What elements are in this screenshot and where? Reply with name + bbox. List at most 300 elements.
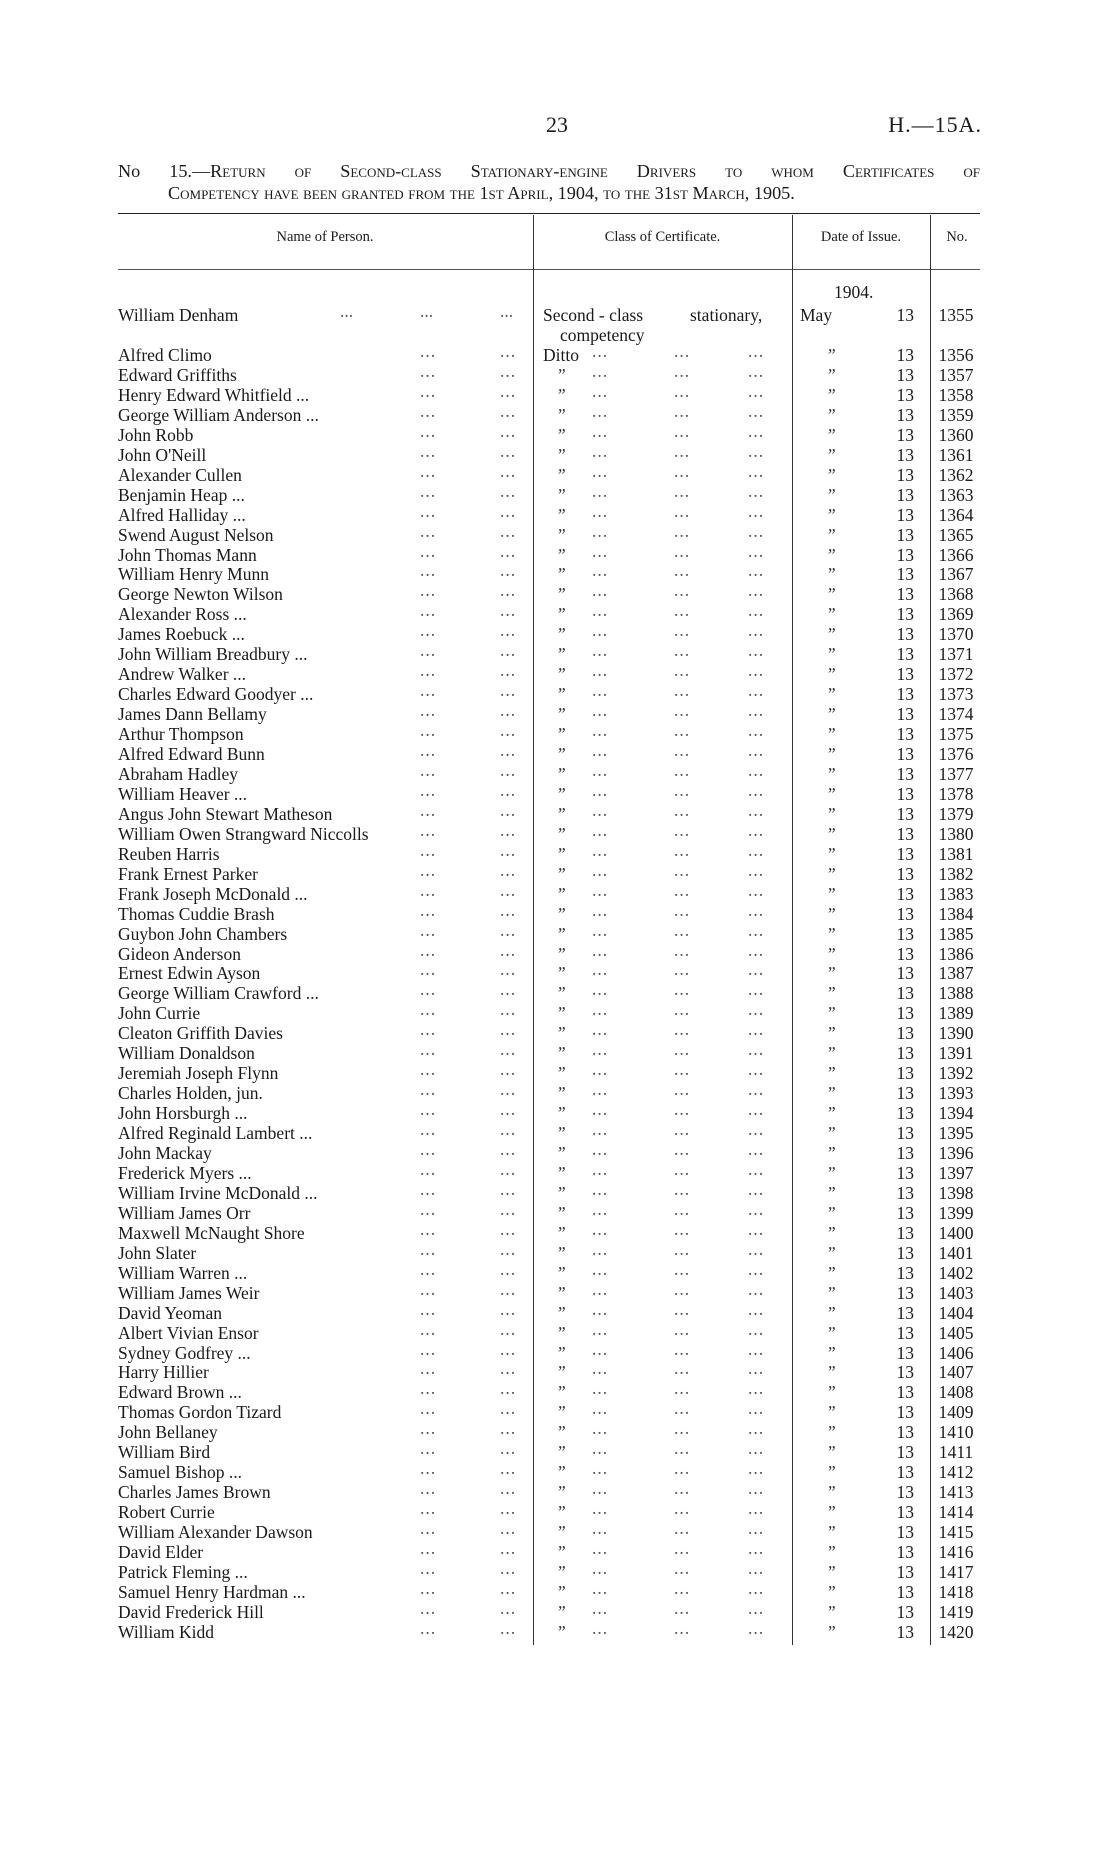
issue-day: 13 [896, 1182, 914, 1203]
header-top-rule [118, 213, 980, 214]
certificate-class-ditto: ” [556, 1003, 566, 1024]
table-row: William James Orr ... ... ” ... ... ... ” 13 1399 [0, 1203, 1114, 1223]
issue-day: 13 [896, 1322, 914, 1343]
certificate-number: 1369 [938, 604, 974, 625]
year-label: 1904. [834, 282, 874, 302]
person-name: Thomas Gordon Tizard [118, 1402, 282, 1423]
person-name: Edward Brown ... [118, 1382, 242, 1403]
issue-month-ditto: ” [826, 1561, 836, 1582]
issue-month-ditto: ” [826, 923, 836, 944]
issue-month-ditto: ” [826, 883, 836, 904]
table-row: William Irvine McDonald ... ... ... ” ... ... ... ” 13 1398 [0, 1183, 1114, 1203]
person-name: Alfred Reginald Lambert ... [118, 1123, 313, 1144]
issue-day: 13 [896, 1083, 914, 1104]
certificate-class-ditto: ” [556, 644, 566, 665]
issue-day: 13 [896, 1581, 914, 1602]
issue-month-ditto: ” [826, 604, 836, 625]
table-row: George Newton Wilson ... ... ” ... ... ... ” 13 1368 [0, 584, 1114, 604]
issue-day: 13 [896, 345, 914, 365]
issue-day: 13 [896, 1202, 914, 1223]
table-row: Angus John Stewart Matheson ... ... ” ... ... ... ” 13 1379 [0, 804, 1114, 824]
table-row: William Owen Strangward Niccolls ... ... ” ... ... ... ” 13 1380 [0, 824, 1114, 844]
person-name: Sydney Godfrey ... [118, 1342, 251, 1363]
table-row: Guybon John Chambers ... ... ” ... ... ... ” 13 1385 [0, 924, 1114, 944]
person-name: John Robb [118, 424, 194, 445]
person-name: John Bellaney [118, 1422, 218, 1443]
certificate-number: 1366 [938, 544, 974, 565]
issue-day: 13 [896, 1282, 914, 1303]
issue-day: 13 [896, 883, 914, 904]
certificate-class-ditto: ” [556, 524, 566, 545]
certificate-class-ditto: ” [556, 1482, 566, 1503]
issue-month-ditto: ” [826, 464, 836, 485]
issue-day: 13 [896, 983, 914, 1004]
issue-month-ditto: ” [826, 444, 836, 465]
table-row: William James Weir ... ... ” ... ... ... ” 13 1403 [0, 1283, 1114, 1303]
table-row: John Bellaney ... ... ” ... ... ... ” 13 1410 [0, 1422, 1114, 1442]
issue-month-ditto: ” [826, 644, 836, 665]
certificate-class-ditto: ” [556, 903, 566, 924]
certificate-class-ditto: ” [556, 763, 566, 784]
table-row: Cleaton Griffith Davies ... ... ” ... ... ... ” 13 1390 [0, 1023, 1114, 1043]
person-name: William Irvine McDonald ... [118, 1182, 318, 1203]
person-name: Angus John Stewart Matheson [118, 803, 333, 824]
certificate-number: 1359 [938, 404, 974, 425]
person-name: James Dann Bellamy [118, 704, 267, 725]
issue-day: 13 [896, 584, 914, 605]
person-name: David Yeoman [118, 1302, 223, 1323]
issue-month-ditto: ” [826, 1143, 836, 1163]
issue-day: 13 [896, 1502, 914, 1523]
table-row: Charles Holden, jun. ... ... ” ... ... ... ” 13 1393 [0, 1083, 1114, 1103]
issue-month-ditto: ” [826, 1202, 836, 1223]
issue-day: 13 [896, 1103, 914, 1124]
certificate-number: 1392 [938, 1063, 974, 1084]
person-name: William Warren ... [118, 1262, 248, 1283]
table-row: John Mackay ... ... ” ... ... ... ” 13 1396 [0, 1143, 1114, 1163]
issue-month-ditto: ” [826, 1502, 836, 1523]
issue-day: 13 [896, 384, 914, 405]
person-name: Jeremiah Joseph Flynn [118, 1063, 279, 1084]
person-name: Thomas Cuddie Brash [118, 903, 275, 924]
certificate-class-line-2: competency [560, 325, 645, 345]
person-name: Benjamin Heap ... [118, 484, 245, 505]
person-name: Charles Edward Goodyer ... [118, 684, 314, 705]
certificate-number: 1381 [938, 843, 974, 864]
issue-day: 13 [896, 564, 914, 585]
table-row: Frank Joseph McDonald ... ... ... ” ... ... ... ” 13 1383 [0, 884, 1114, 904]
issue-day: 13 [896, 1043, 914, 1064]
issue-month-ditto: ” [826, 903, 836, 924]
issue-month-ditto: ” [826, 364, 836, 385]
certificate-class-ditto: ” [556, 704, 566, 725]
issue-day: 13 [896, 1422, 914, 1443]
certificate-class-ditto: ” [556, 1522, 566, 1543]
issue-day: 13 [896, 1561, 914, 1582]
person-name: John Thomas Mann [118, 544, 257, 565]
issue-day: 13 [896, 1063, 914, 1084]
certificate-class-ditto: ” [556, 604, 566, 625]
certificate-class-ditto: ” [556, 1103, 566, 1124]
table-row: David Elder ... ... ” ... ... ... ” 13 1416 [0, 1542, 1114, 1562]
issue-day: 13 [896, 744, 914, 764]
certificate-class-ditto: ” [556, 1202, 566, 1223]
issue-day: 13 [896, 504, 914, 525]
person-name: Reuben Harris [118, 843, 220, 864]
issue-month-ditto: ” [826, 744, 836, 764]
certificate-class-ditto: ” [556, 943, 566, 964]
issue-day: 13 [896, 1302, 914, 1323]
person-name: William Henry Munn [118, 564, 269, 585]
certificate-number: 1401 [938, 1242, 974, 1263]
certificate-number: 1406 [938, 1342, 974, 1363]
certificate-number: 1368 [938, 584, 974, 605]
issue-month-ditto: ” [826, 564, 836, 585]
table-row: Alfred Reginald Lambert ... ... ... ” ... ... ... ” 13 1395 [0, 1123, 1114, 1143]
issue-day: 13 [896, 1382, 914, 1403]
certificate-class-ditto: ” [556, 1182, 566, 1203]
certificate-class-ditto: ” [556, 1502, 566, 1523]
issue-month-ditto: ” [826, 1581, 836, 1602]
issue-day: 13 [896, 1482, 914, 1503]
issue-month-ditto: ” [826, 963, 836, 984]
certificate-class-ditto: ” [556, 1422, 566, 1443]
certificate-class-ditto: ” [556, 1302, 566, 1323]
issue-day: 13 [896, 1162, 914, 1183]
person-name: Abraham Hadley [118, 763, 239, 784]
certificate-class: Ditto [543, 345, 579, 365]
certificate-number: 1387 [938, 963, 974, 984]
table-row: Alfred Climo ... ... Ditto ... ... ... ” 13 1356 [0, 345, 1114, 365]
certificate-number: 1385 [938, 923, 974, 944]
person-name: William James Weir [118, 1282, 260, 1303]
person-name: Alfred Climo [118, 345, 212, 365]
issue-month-ditto: ” [826, 1342, 836, 1363]
person-name: Swend August Nelson [118, 524, 274, 545]
certificate-number: 1393 [938, 1083, 974, 1104]
certificate-number: 1413 [938, 1482, 974, 1503]
issue-month-ditto: ” [826, 1482, 836, 1503]
issue-month-ditto: ” [826, 624, 836, 645]
table-row: Edward Brown ... ... ... ” ... ... ... ” 13 1408 [0, 1382, 1114, 1402]
person-name: Robert Currie [118, 1502, 215, 1523]
person-name: Harry Hillier [118, 1362, 209, 1383]
certificate-number: 1375 [938, 724, 974, 745]
issue-day: 13 [896, 1143, 914, 1163]
certificate-number: 1411 [938, 1442, 974, 1463]
person-name: Maxwell McNaught Shore [118, 1222, 305, 1243]
person-name: Frank Ernest Parker [118, 863, 258, 884]
table-row: John O'Neill ... ... ” ... ... ... ” 13 1361 [0, 445, 1114, 465]
issue-month-ditto: ” [826, 1063, 836, 1084]
person-name: Edward Griffiths [118, 364, 237, 385]
table-row: Henry Edward Whitfield ... ... ... ” ... ... ... ” 13 1358 [0, 385, 1114, 405]
header-class: Class of Certificate. [604, 229, 721, 245]
table-row: Samuel Bishop ... ... ... ” ... ... ... ” 13 1412 [0, 1462, 1114, 1482]
certificate-class-ditto: ” [556, 684, 566, 705]
title-line-1: Return of Second-class Stationary-engine Drivers to whom Certificates of [210, 161, 980, 181]
person-name: David Elder [118, 1542, 204, 1562]
certificate-number: 1417 [938, 1561, 974, 1582]
issue-day: 13 [896, 1123, 914, 1144]
certificate-class-ditto: ” [556, 1222, 566, 1243]
person-name: Ernest Edwin Ayson [118, 963, 261, 984]
issue-month-ditto: ” [826, 484, 836, 505]
issue-month-ditto: ” [826, 1422, 836, 1443]
issue-day: 13 [896, 1462, 914, 1483]
issue-month: May [800, 305, 833, 325]
certificate-number: 1386 [938, 943, 974, 964]
certificate-number: 1418 [938, 1581, 974, 1602]
person-name: Samuel Bishop ... [118, 1462, 242, 1483]
issue-month-ditto: ” [826, 524, 836, 545]
certificate-number: 1365 [938, 524, 974, 545]
person-name: Cleaton Griffith Davies [118, 1023, 283, 1044]
table-row: William Kidd ... ... ” ... ... ... ” 13 1420 [0, 1622, 1114, 1642]
certificate-number: 1400 [938, 1222, 974, 1243]
issue-day: 13 [896, 1003, 914, 1024]
certificate-class-ditto: ” [556, 1581, 566, 1602]
certificate-number: 1394 [938, 1103, 974, 1124]
person-name: William Heaver ... [118, 783, 248, 804]
certificate-class-ditto: ” [556, 983, 566, 1004]
table-row: Maxwell McNaught Shore ... ... ” ... ... ... ” 13 1400 [0, 1223, 1114, 1243]
issue-day: 13 [896, 424, 914, 445]
certificate-number: 1370 [938, 624, 974, 645]
table-row: Jeremiah Joseph Flynn ... ... ” ... ... ... ” 13 1392 [0, 1063, 1114, 1083]
certificate-number: 1419 [938, 1601, 974, 1622]
issue-day: 13 [896, 963, 914, 984]
certificate-class-ditto: ” [556, 1123, 566, 1144]
issue-month-ditto: ” [826, 1123, 836, 1144]
table-row: Alfred Halliday ... ... ... ” ... ... ... ” 13 1364 [0, 505, 1114, 525]
table-row: Swend August Nelson ... ... ” ... ... ... ” 13 1365 [0, 525, 1114, 545]
issue-day: 13 [896, 684, 914, 705]
table-row: George William Crawford ... ... ... ” ... ... ... ” 13 1388 [0, 983, 1114, 1003]
issue-day: 13 [896, 624, 914, 645]
issue-month-ditto: ” [826, 424, 836, 445]
certificate-class-ditto: ” [556, 803, 566, 824]
issue-month-ditto: ” [826, 1262, 836, 1283]
certificate-class-ditto: ” [556, 1442, 566, 1463]
certificate-number: 1414 [938, 1502, 974, 1523]
issue-day: 13 [896, 783, 914, 804]
issue-day: 13 [896, 943, 914, 964]
certificate-number: 1390 [938, 1023, 974, 1044]
issue-day: 13 [896, 305, 914, 325]
certificate-number: 1360 [938, 424, 974, 445]
issue-day: 13 [896, 404, 914, 425]
issue-day: 13 [896, 763, 914, 784]
person-name: Charles James Brown [118, 1482, 271, 1503]
issue-month-ditto: ” [826, 345, 836, 365]
certificate-class-ditto: ” [556, 1063, 566, 1084]
person-name: Frank Joseph McDonald ... [118, 883, 308, 904]
table-row: David Frederick Hill ... ... ” ... ... ... ” 13 1419 [0, 1602, 1114, 1622]
issue-month-ditto: ” [826, 1023, 836, 1044]
table-row: William Warren ... ... ... ” ... ... ... ” 13 1402 [0, 1263, 1114, 1283]
person-name: William Donaldson [118, 1043, 255, 1064]
certificate-class-ditto: ” [556, 584, 566, 605]
certificate-class-ditto: ” [556, 544, 566, 565]
title-line-2: Competency have been granted from the 1st April, 1904, to the 31st March, 1905. [168, 183, 795, 203]
issue-month-ditto: ” [826, 1322, 836, 1343]
table-row: Alexander Ross ... ... ... ” ... ... ... ” 13 1369 [0, 604, 1114, 624]
table-row: Thomas Cuddie Brash ... ... ” ... ... ... ” 13 1384 [0, 904, 1114, 924]
table-row: Alexander Cullen ... ... ” ... ... ... ” 13 1362 [0, 465, 1114, 485]
table-row: James Dann Bellamy ... ... ” ... ... ... ” 13 1374 [0, 704, 1114, 724]
certificate-number: 1397 [938, 1162, 974, 1183]
certificate-number: 1358 [938, 384, 974, 405]
certificate-class-ditto: ” [556, 1542, 566, 1562]
table-row: Edward Griffiths ... ... ” ... ... ... ” 13 1357 [0, 365, 1114, 385]
certificate-class-ditto: ” [556, 843, 566, 864]
certificate-class-ditto: ” [556, 404, 566, 425]
issue-month-ditto: ” [826, 1222, 836, 1243]
person-name: John Horsburgh ... [118, 1103, 248, 1124]
certificate-number: 1356 [938, 345, 974, 365]
issue-month-ditto: ” [826, 664, 836, 685]
certificate-class-ditto: ” [556, 923, 566, 944]
certificate-number: 1396 [938, 1143, 974, 1163]
person-name: James Roebuck ... [118, 624, 245, 645]
certificate-number: 1395 [938, 1123, 974, 1144]
issue-day: 13 [896, 644, 914, 665]
issue-month-ditto: ” [826, 724, 836, 745]
person-name: Alfred Edward Bunn [118, 744, 265, 764]
table-row: James Roebuck ... ... ... ” ... ... ... ” 13 1370 [0, 624, 1114, 644]
certificate-class-ditto: ” [556, 664, 566, 685]
table-row: John Currie ... ... ” ... ... ... ” 13 1389 [0, 1003, 1114, 1023]
issue-month-ditto: ” [826, 1522, 836, 1543]
table-title [118, 160, 980, 182]
issue-month-ditto: ” [826, 943, 836, 964]
person-name: Henry Edward Whitfield ... [118, 384, 310, 405]
certificate-class-ditto: ” [556, 504, 566, 525]
table-row: Alfred Edward Bunn ... ... ” ... ... ... ” 13 1376 [0, 744, 1114, 764]
issue-day: 13 [896, 1023, 914, 1044]
issue-day: 13 [896, 1601, 914, 1622]
certificate-number: 1391 [938, 1043, 974, 1064]
issue-day: 13 [896, 364, 914, 385]
certificate-number: 1372 [938, 664, 974, 685]
issue-day: 13 [896, 1262, 914, 1283]
table-row: Frank Ernest Parker ... ... ” ... ... ... ” 13 1382 [0, 864, 1114, 884]
table-row: William Donaldson ... ... ” ... ... ... ” 13 1391 [0, 1043, 1114, 1063]
table-row: Andrew Walker ... ... ... ” ... ... ... ” 13 1372 [0, 664, 1114, 684]
person-name: Samuel Henry Hardman ... [118, 1581, 306, 1602]
issue-day: 13 [896, 903, 914, 924]
person-name: Andrew Walker ... [118, 664, 247, 685]
certificate-class-ditto: ” [556, 1262, 566, 1283]
person-name: David Frederick Hill [118, 1601, 264, 1622]
issue-month-ditto: ” [826, 1382, 836, 1403]
certificate-number: 1367 [938, 564, 974, 585]
certificate-class-ditto: ” [556, 1561, 566, 1582]
issue-month-ditto: ” [826, 1242, 836, 1263]
issue-day: 13 [896, 823, 914, 844]
certificate-number: 1399 [938, 1202, 974, 1223]
issue-day: 13 [896, 1522, 914, 1543]
issue-day: 13 [896, 1362, 914, 1383]
certificate-number: 1412 [938, 1462, 974, 1483]
certificate-class-ditto: ” [556, 624, 566, 645]
certificate-class-ditto: ” [556, 484, 566, 505]
person-name: Guybon John Chambers [118, 923, 288, 944]
certificate-number: 1409 [938, 1402, 974, 1423]
table-row: Sydney Godfrey ... ... ... ” ... ... ... ” 13 1406 [0, 1343, 1114, 1363]
certificate-class-ditto: ” [556, 1601, 566, 1622]
certificate-class-ditto: ” [556, 1242, 566, 1263]
person-name: William Bird [118, 1442, 211, 1463]
person-name: John O'Neill [118, 444, 207, 465]
page-number: 23 [546, 112, 568, 137]
certificate-class-ditto: ” [556, 564, 566, 585]
table-row: Harry Hillier ... ... ” ... ... ... ” 13 1407 [0, 1362, 1114, 1382]
person-name: Alexander Ross ... [118, 604, 247, 625]
certificate-class-ditto: ” [556, 1342, 566, 1363]
table-row: Albert Vivian Ensor ... ... ” ... ... ... ” 13 1405 [0, 1323, 1114, 1343]
certificate-number: 1380 [938, 823, 974, 844]
person-name: George William Crawford ... [118, 983, 319, 1004]
issue-month-ditto: ” [826, 863, 836, 884]
certificate-number: 1420 [938, 1621, 974, 1642]
table-row: Charles James Brown ... ... ” ... ... ... ” 13 1413 [0, 1482, 1114, 1502]
certificate-class-cont: stationary, [690, 305, 763, 325]
issue-month-ditto: ” [826, 1043, 836, 1064]
certificate-class-ditto: ” [556, 1462, 566, 1483]
issue-month-ditto: ” [826, 763, 836, 784]
table-row: Benjamin Heap ... ... ... ” ... ... ... ” 13 1363 [0, 485, 1114, 505]
person-name: Alexander Cullen [118, 464, 242, 485]
person-name: Alfred Halliday ... [118, 504, 246, 525]
issue-day: 13 [896, 1442, 914, 1463]
person-name: William Kidd [118, 1621, 215, 1642]
certificate-number: 1389 [938, 1003, 974, 1024]
certificate-class-ditto: ” [556, 1043, 566, 1064]
certificate-class-ditto: ” [556, 1402, 566, 1423]
certificate-class-ditto: ” [556, 424, 566, 445]
issue-day: 13 [896, 444, 914, 465]
issue-day: 13 [896, 1222, 914, 1243]
certificate-number: 1384 [938, 903, 974, 924]
table-row: William Heaver ... ... ... ” ... ... ... ” 13 1378 [0, 784, 1114, 804]
certificate-number: 1404 [938, 1302, 974, 1323]
certificate-class: Second - class [543, 305, 644, 325]
issue-day: 13 [896, 863, 914, 884]
header-no: No. [946, 229, 968, 245]
person-name: Patrick Fleming ... [118, 1561, 248, 1582]
issue-day: 13 [896, 664, 914, 685]
certificate-number: 1405 [938, 1322, 974, 1343]
certificate-number: 1382 [938, 863, 974, 884]
issue-day: 13 [896, 524, 914, 545]
table-row: Reuben Harris ... ... ” ... ... ... ” 13 1381 [0, 844, 1114, 864]
person-name: George William Anderson ... [118, 404, 319, 425]
issue-month-ditto: ” [826, 1162, 836, 1183]
issue-day: 13 [896, 803, 914, 824]
certificate-number: 1362 [938, 464, 974, 485]
certificate-class-ditto: ” [556, 464, 566, 485]
table-row: David Yeoman ... ... ” ... ... ... ” 13 1404 [0, 1303, 1114, 1323]
issue-month-ditto: ” [826, 803, 836, 824]
issue-month-ditto: ” [826, 983, 836, 1004]
certificate-number: 1377 [938, 763, 974, 784]
issue-day: 13 [896, 1402, 914, 1423]
person-name: Gideon Anderson [118, 943, 241, 964]
header-date: Date of Issue. [820, 229, 902, 245]
table-row: Charles Edward Goodyer ... ... ... ” ... ... ... ” 13 1373 [0, 684, 1114, 704]
